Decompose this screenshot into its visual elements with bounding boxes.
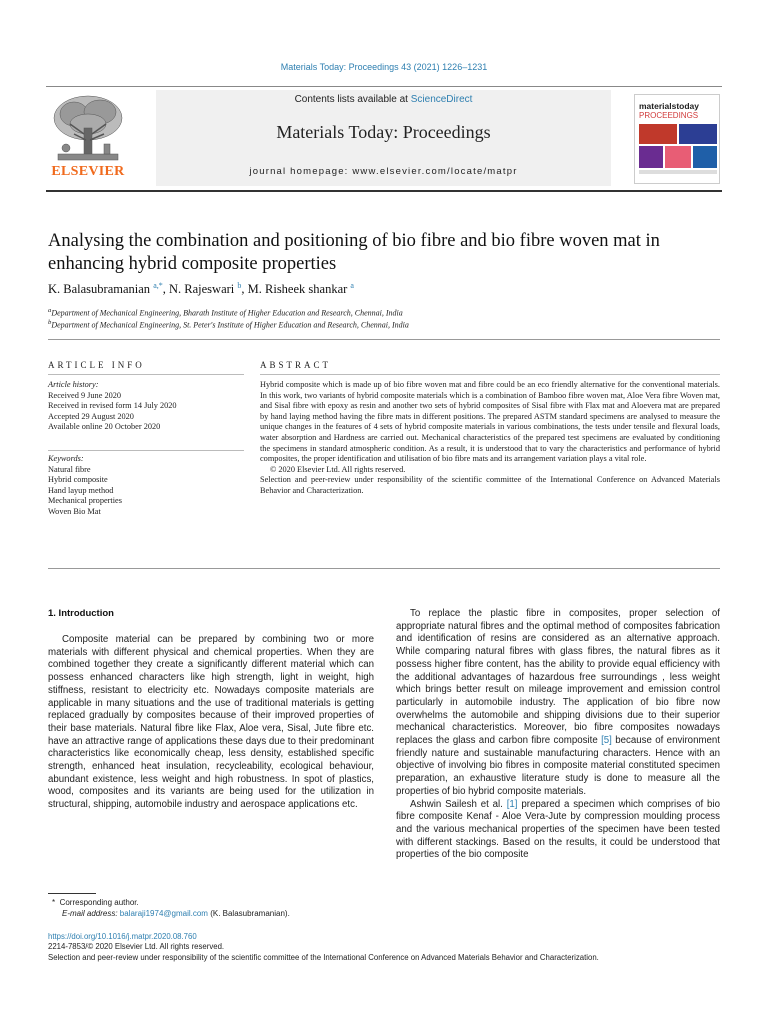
- keywords-rule: [48, 450, 244, 451]
- reference-link[interactable]: [5]: [601, 735, 612, 747]
- author-affiliation-marker[interactable]: a,*: [153, 281, 163, 290]
- author-name[interactable]: K. Balasubramanian: [48, 282, 151, 297]
- affiliation: $^b$Department of Mechanical Engineering, St. Peter's Institute of Higher Education and Research, Chennai, India: [48, 319, 409, 330]
- article-info-heading: ARTICLE INFO: [48, 360, 145, 370]
- reference-link[interactable]: [1]: [506, 798, 518, 810]
- article-footer: https://doi.org/10.1016/j.matpr.2020.08.760 2214-7853/© 2020 Elsevier Ltd. All rights reserved. Selection and peer-review under responsibility of the scientific committee of the International Conference on Advanced Materials Behavior and Characterization.: [48, 932, 599, 962]
- contents-line: Contents lists available at ScienceDirect: [294, 94, 473, 105]
- journal-title: Materials Today: Proceedings: [276, 122, 491, 142]
- author-name[interactable]: N. Rajeswari: [169, 282, 235, 297]
- author-affiliation-marker[interactable]: b: [237, 281, 242, 290]
- keyword[interactable]: Hand layup method: [48, 485, 114, 495]
- article-history: Article history: Received 9 June 2020 Received in revised form 14 July 2020 Accepted 29 August 2020 Available online 20 October 2020: [48, 380, 177, 432]
- corresponding-author-footnote: * Corresponding author. E-mail address: balaraji1974@gmail.com (K. Balasubramanian).: [52, 898, 290, 918]
- section-divider: [48, 339, 720, 340]
- journal-cover-thumbnail: materialstoday PROCEEDINGS: [634, 94, 720, 184]
- journal-citation[interactable]: Materials Today: Proceedings 43 (2021) 1226–1231: [280, 62, 488, 72]
- section-heading-introduction: 1. Introduction: [48, 608, 114, 619]
- abstract-body: Hybrid composite which is made up of bio fibre woven mat and fibre could be an eco friendly alternative for the conventional materials. In this work, two variants of hybrid composite materials which is a combination of Bamboo fibre woven mat, Aloe Vera fibre Woven mat, and Sisal fibre with epoxy as resin and another two sets of hybrid composites of Sisal fibre with Flax mat and Aloevera mat are prepared by hand laying method having the fibre mats in different positions. The prepared ASTM standard specimens are analysed to measure the unique changes in the features of 4 sets of hybrid composite materials in various combinations, the tests under tensile and flexural loads, water absorption and Hardness are carried out. Mechanical characteristics of the prepared test specimens are evaluated by conditioning the specimens in standard atmospheric condition. As a result, it is understood that to vary the characteristics and performance of hybrid composites, the proper identification and utilisation of bio fibre mats and its arrangement variation plays a vital role. © 2020 Elsevier Ltd. All rights reserved. Selection and peer-review under responsibility of the scientific committee of the International Conference on Advanced Materials Behavior and Characterization.: [260, 380, 720, 495]
- keyword[interactable]: Mechanical properties: [48, 496, 122, 506]
- section-divider: [48, 568, 720, 569]
- doi-link[interactable]: https://doi.org/10.1016/j.matpr.2020.08.760: [48, 932, 197, 941]
- footnote-rule: [48, 893, 96, 894]
- abstract-rule: [260, 374, 720, 375]
- intro-column-left: Composite material can be prepared by combining two or more materials with different physical and chemical properties. When they are combined together they create a significantly different material which can possess enhanced characters like high strength, light in weight, high stiffness, resistant to electricity etc. Nowadays composite materials are applicable in many situations and the use of traditional materials is getting replaced gradually by composites because of their improved properties of their base materials. Natural fibre like Flax, Aloe vera, Sisal, Jute fibre etc. have an attractive range of applications these days due to their predominant characteristics like economically cheap, less density, established specific strength, enhanced heat insulation, recycleability, ecological behaviour, abundant existence, less weight and high robustness. In spot of plastics, wood, composites and its variants are being used for the utilization in structural, shipping, automobile industry and aerospace applications etc.: [48, 634, 374, 811]
- cover-image-icon: [635, 120, 720, 182]
- keyword[interactable]: Natural fibre: [48, 464, 91, 474]
- author-list: K. Balasubramanian $^{a,*}$, N. Rajeswari $^b$, M. Risheek shankar $^a$: [48, 281, 354, 297]
- keyword[interactable]: Woven Bio Mat: [48, 506, 101, 516]
- affiliation: $^a$Department of Mechanical Engineering, Bharath Institute of Higher Education and Research, Chennai, India: [48, 307, 403, 318]
- author-email-link[interactable]: balaraji1974@gmail.com: [119, 909, 208, 918]
- intro-column-right: To replace the plastic fibre in composites, proper selection of appropriate natural fibres and the optimal method of composites fabrication and identification of resins are considered as an alternative approach. While comparing natural fibres with glass fibres, the natural fibres as it possess higher fibre content, has the ability to provide equal efficiency with the additional advantages of hazardous free surroundings , less weight which brings better result on mileage improvement and emission control particularly in automobile industry. The application of bio fibre now overwhelms the automobile and shipping divisions due to their superior mechanical characteristics. Moreover, bio fibre composites nowadays replaces the glass and carbon fibre composite [5] because of environment friendly nature and sustainable manufacturing characters. Hence with an objective of involving bio fibres in composite material constituted specimen preparation, an exhaustive literature study is done to measure all the properties of bio hybrid composite materials. Ashwin Sailesh et al. [1] prepared a specimen which comprises of bio fibre composite Kenaf - Aloe Vera-Jute by compression moulding process and the various mechanical properties of the specimen have been tested with different stackings. Based on the results, it could be understood that properties of the bio composite: [396, 608, 720, 861]
- keyword[interactable]: Hybrid composite: [48, 475, 108, 485]
- sciencedirect-link[interactable]: ScienceDirect: [410, 94, 473, 105]
- abstract-heading: ABSTRACT: [260, 360, 332, 370]
- article-info-rule: [48, 374, 244, 375]
- journal-homepage[interactable]: journal homepage: www.elsevier.com/locate/matpr: [249, 166, 518, 177]
- header-bottom-rule: [46, 190, 722, 192]
- author-affiliation-marker[interactable]: a: [350, 281, 354, 290]
- keywords-list: Keywords: Natural fibre Hybrid composite Hand layup method Mechanical properties Woven Bio Mat: [48, 454, 244, 518]
- article-title: Analysing the combination and positioning of bio fibre and bio fibre woven mat in enhancing hybrid composite properties: [48, 231, 660, 274]
- header-top-rule: [46, 86, 722, 87]
- author-name[interactable]: M. Risheek shankar: [247, 282, 348, 297]
- elsevier-wordmark: ELSEVIER: [51, 164, 125, 179]
